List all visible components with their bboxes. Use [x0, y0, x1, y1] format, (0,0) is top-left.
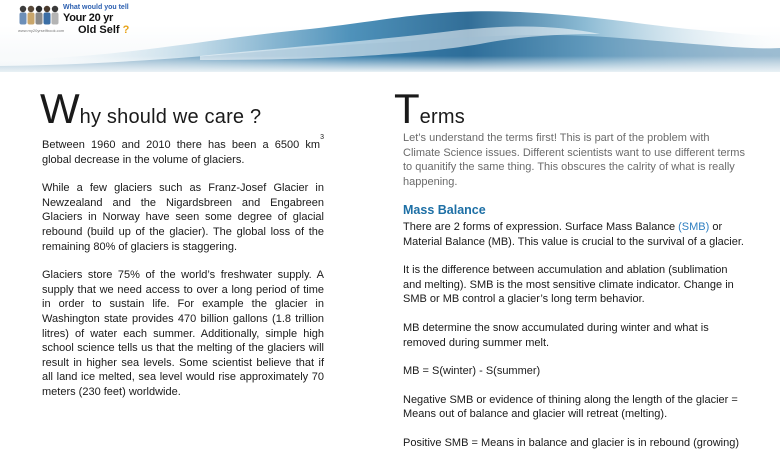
terms-heading: [394, 85, 465, 132]
logo-url: www.my20yrselfbook.com: [18, 28, 65, 33]
logo-title-line2: [78, 24, 129, 36]
why-care-body: [42, 131, 324, 414]
logo-title-line1: Your 20 yr: [63, 12, 113, 24]
logo-title-text: Old Self: [78, 24, 123, 36]
paragraph-positive-smb: Positive SMB = Means in balance and glacier is in rebound (growing): [403, 436, 739, 449]
paragraph-glacial-rebound: While a few glaciers such as Franz-Josef Glacier in Newzealand and the Nigardsbreen and Engabreen Glaciers in Norway have seen some degree of glacial rebound (build up of the glacier). The global loss of the remaining 80% of glaciers is staggering.: [42, 182, 324, 253]
paragraph-mb-definition: MB determine the snow accumulated during winter and what is removed during summer melt.: [403, 321, 709, 349]
formula-mb: MB = S(winter) - S(summer): [403, 365, 541, 378]
why-care-heading: [40, 85, 262, 132]
mass-balance-subheading: Mass Balance: [403, 203, 486, 218]
site-logo[interactable]: [18, 4, 138, 40]
logo-tagline: What would you tell: [63, 4, 129, 11]
terms-body: [403, 131, 747, 465]
paragraph-freshwater: Glaciers store 75% of the world’s freshwater supply. A supply that we need access to over a long period of time in order to sustain life. For example the glacier in Washington state provides 470 billion gallons (1.8 trillion litres) of water each summer. Additionally, simple high school science tells us that the melting of the glaciers will result in higher sea levels. Some scientist believe that if all land ice melted, sea level would rise approximately 70 meters (230 feet) worldwide.: [42, 269, 324, 398]
terms-intro: Let’s understand the terms first! This is part of the problem with Climate Science issues. Different scientists want to use different terms to quanitify the same thing. This obscures the calrity of what is really happening.: [403, 132, 745, 188]
smb-highlight: (SMB): [678, 220, 710, 233]
paragraph-forms-of-expression: [403, 220, 747, 249]
header-banner: [0, 0, 780, 72]
paragraph-text: Between 1960 and 2010 there has been a 6500 km: [42, 139, 321, 151]
heading-initial: T: [394, 85, 420, 132]
paragraph-text-end: global decrease in the volume of glaciers.: [42, 153, 245, 166]
paragraph-text: There are 2 forms of expression. Surface Mass Balance: [403, 220, 679, 233]
logo-question-mark: ?: [122, 24, 130, 36]
people-icon: [18, 4, 60, 26]
heading-rest: hy should we care ?: [79, 106, 262, 128]
superscript: 3: [320, 134, 324, 141]
paragraph-accumulation-ablation: It is the difference between accumulation and ablation (sublimation and melting). SMB is the most sensitive climate indicator. Change in SMB or MB control a glacier’s long term behavior.: [403, 264, 734, 306]
paragraph-text-end: or Material Balance (MB). This value is crucial to the survival of a glacier.: [403, 220, 744, 248]
paragraph-glacier-volume: [42, 131, 324, 167]
paragraph-negative-smb: Negative SMB or evidence of thining along the length of the glacier = Means out of balance and glacier will retreat (melting).: [403, 393, 738, 421]
heading-rest: erms: [419, 106, 465, 128]
heading-initial: W: [40, 85, 80, 132]
